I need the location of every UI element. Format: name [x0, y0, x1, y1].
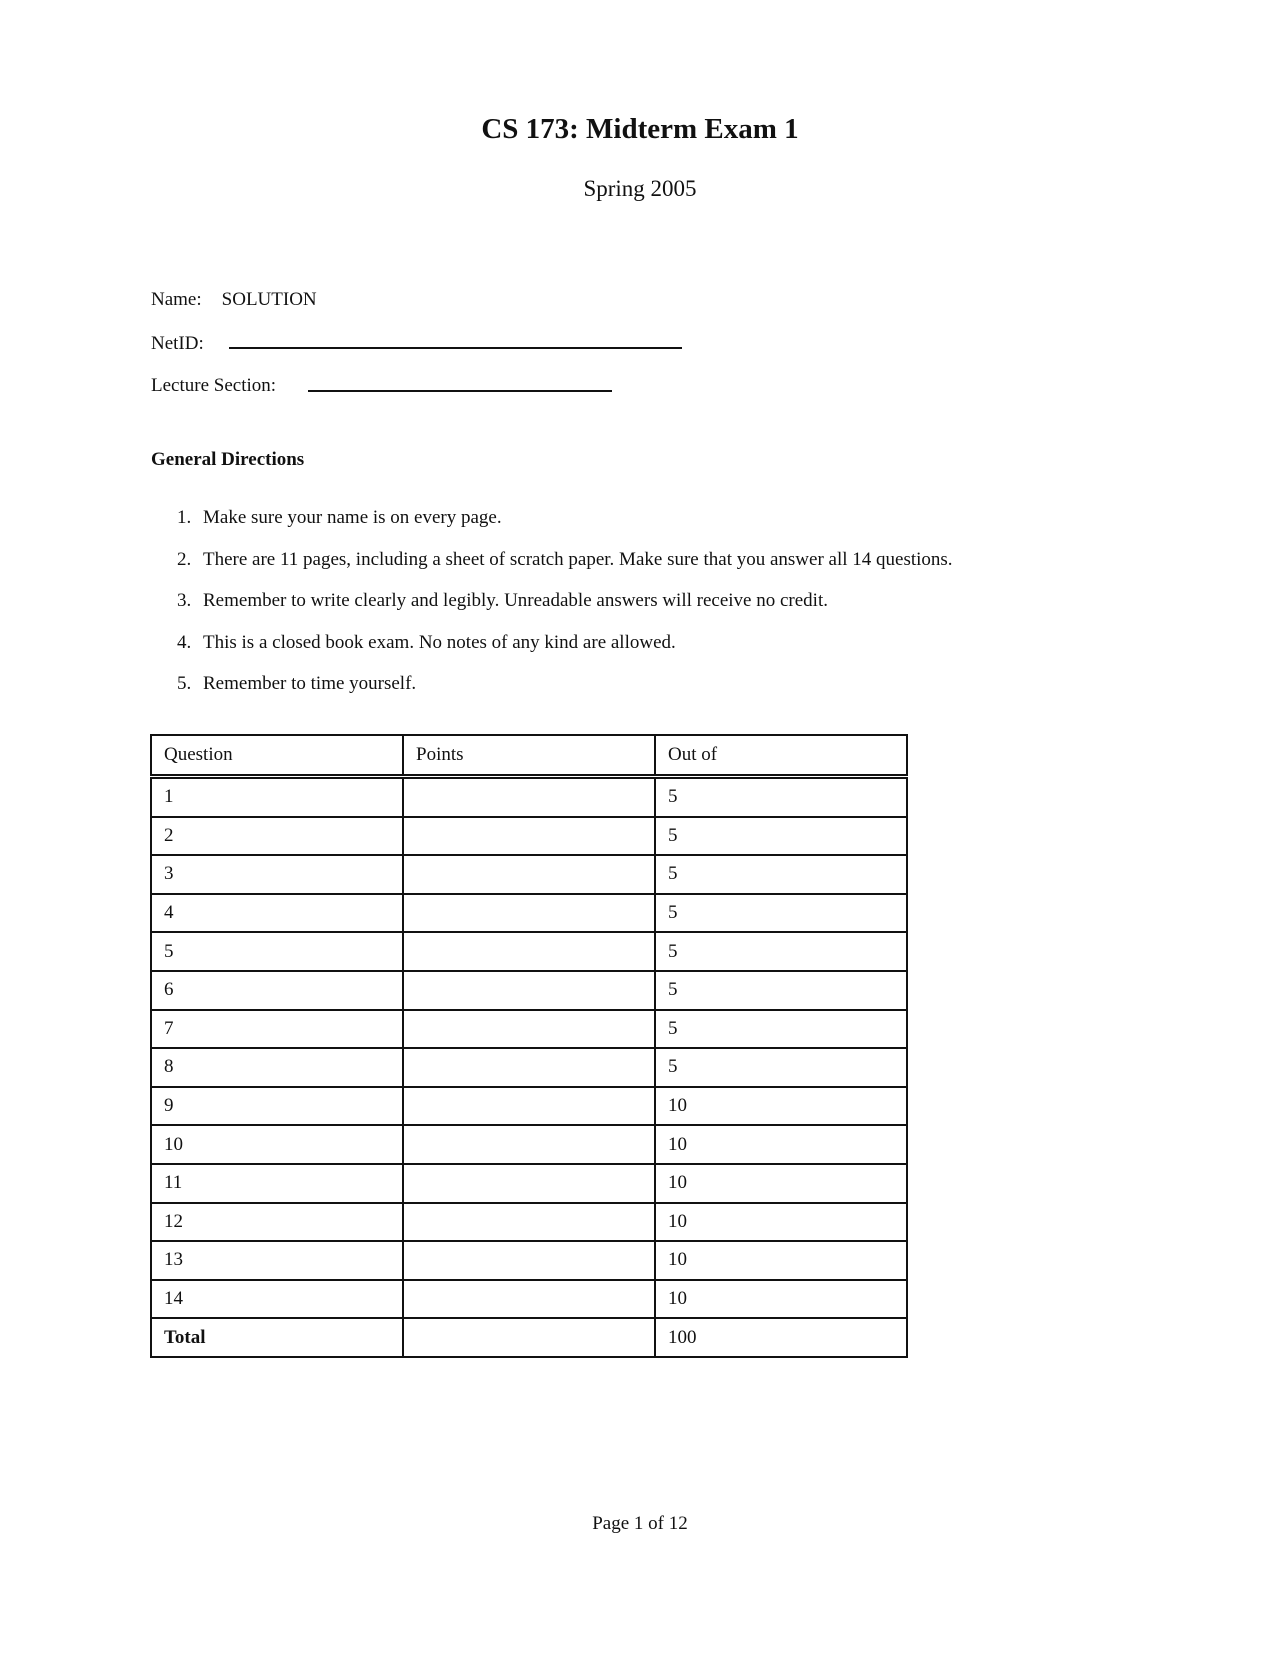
points-cell[interactable] — [403, 1164, 655, 1203]
table-row — [151, 1164, 907, 1203]
points-cell[interactable] — [403, 1203, 655, 1242]
out-of-cell: 10 — [655, 1087, 907, 1126]
score-table-body — [151, 777, 907, 1357]
table-row — [151, 1048, 907, 1087]
table-row — [151, 1203, 907, 1242]
direction-number: 3. — [177, 590, 192, 611]
question-number-cell: 3 — [151, 855, 403, 894]
direction-item — [177, 672, 953, 696]
points-cell[interactable] — [403, 1125, 655, 1164]
table-row — [151, 971, 907, 1010]
column-header-out-of: Out of — [655, 735, 907, 777]
total-row — [151, 1318, 907, 1357]
question-number-cell: 7 — [151, 1010, 403, 1049]
points-cell[interactable] — [403, 855, 655, 894]
question-number-cell: 12 — [151, 1203, 403, 1242]
total-out-of-cell: 100 — [655, 1318, 907, 1357]
direction-text: Remember to time yourself. — [203, 673, 417, 694]
question-number-cell: 2 — [151, 817, 403, 856]
table-row — [151, 1087, 907, 1126]
direction-number: 5. — [177, 673, 192, 694]
netid-label: NetID: — [151, 333, 204, 354]
question-number-cell: 8 — [151, 1048, 403, 1087]
out-of-cell: 10 — [655, 1280, 907, 1319]
question-number-cell: 13 — [151, 1241, 403, 1280]
directions-heading: General Directions — [151, 449, 305, 470]
out-of-cell: 5 — [655, 1048, 907, 1087]
column-header-question: Question — [151, 735, 403, 777]
points-cell[interactable] — [403, 1048, 655, 1087]
direction-item — [177, 589, 953, 613]
question-number-cell: 10 — [151, 1125, 403, 1164]
out-of-cell: 5 — [655, 971, 907, 1010]
name-value: SOLUTION — [221, 289, 317, 310]
direction-text: Remember to write clearly and legibly. Unreadable answers will receive no credit. — [203, 590, 828, 611]
table-row — [151, 894, 907, 933]
direction-number: 1. — [177, 507, 192, 528]
direction-item — [177, 548, 953, 572]
netid-field — [151, 332, 204, 356]
score-table-header-row — [151, 735, 907, 777]
netid-blank-line[interactable] — [229, 347, 682, 349]
table-row — [151, 932, 907, 971]
out-of-cell: 10 — [655, 1164, 907, 1203]
name-field — [151, 288, 317, 312]
out-of-cell: 5 — [655, 894, 907, 933]
table-row — [151, 1280, 907, 1319]
out-of-cell: 10 — [655, 1203, 907, 1242]
points-cell[interactable] — [403, 971, 655, 1010]
points-cell[interactable] — [403, 1010, 655, 1049]
table-row — [151, 855, 907, 894]
table-row — [151, 1241, 907, 1280]
direction-text: Make sure your name is on every page. — [203, 507, 502, 528]
question-number-cell: 9 — [151, 1087, 403, 1126]
out-of-cell: 5 — [655, 932, 907, 971]
lecture-section-blank-line[interactable] — [308, 390, 612, 392]
table-row — [151, 1125, 907, 1164]
points-cell[interactable] — [403, 777, 655, 817]
lecture-section-field — [151, 374, 276, 398]
direction-number: 4. — [177, 631, 192, 653]
column-header-points: Points — [403, 735, 655, 777]
points-cell[interactable] — [403, 817, 655, 856]
name-label: Name: — [151, 289, 202, 310]
out-of-cell: 10 — [655, 1125, 907, 1164]
question-number-cell: 14 — [151, 1280, 403, 1319]
table-row — [151, 1010, 907, 1049]
out-of-cell: 5 — [655, 817, 907, 856]
table-row — [151, 777, 907, 817]
exam-title: CS 173: Midterm Exam 1 — [481, 113, 799, 145]
total-label-cell: Total — [151, 1318, 403, 1357]
question-number-cell: 4 — [151, 894, 403, 933]
question-number-cell: 1 — [151, 777, 403, 817]
direction-number: 2. — [177, 548, 192, 570]
points-cell[interactable] — [403, 1280, 655, 1319]
out-of-cell: 5 — [655, 1010, 907, 1049]
lecture-section-label: Lecture Section: — [151, 375, 277, 396]
question-number-cell: 11 — [151, 1164, 403, 1203]
directions-list — [177, 506, 953, 714]
out-of-cell: 5 — [655, 855, 907, 894]
out-of-cell: 10 — [655, 1241, 907, 1280]
table-row — [151, 817, 907, 856]
exam-term: Spring 2005 — [583, 176, 697, 201]
page-number: Page 1 of 12 — [592, 1513, 688, 1534]
direction-item — [177, 506, 953, 530]
points-cell[interactable] — [403, 1087, 655, 1126]
points-cell[interactable] — [403, 1241, 655, 1280]
direction-text: This is a closed book exam. No notes of any kind are allowed. — [203, 631, 676, 653]
direction-item — [177, 631, 953, 655]
question-number-cell: 5 — [151, 932, 403, 971]
out-of-cell: 5 — [655, 777, 907, 817]
direction-text: There are 11 pages, including a sheet of scratch paper. Make sure that you answer all 14 questions. — [203, 548, 953, 570]
points-cell[interactable] — [403, 932, 655, 971]
score-table — [150, 734, 908, 1358]
points-cell[interactable] — [403, 894, 655, 933]
question-number-cell: 6 — [151, 971, 403, 1010]
total-points-cell[interactable] — [403, 1318, 655, 1357]
